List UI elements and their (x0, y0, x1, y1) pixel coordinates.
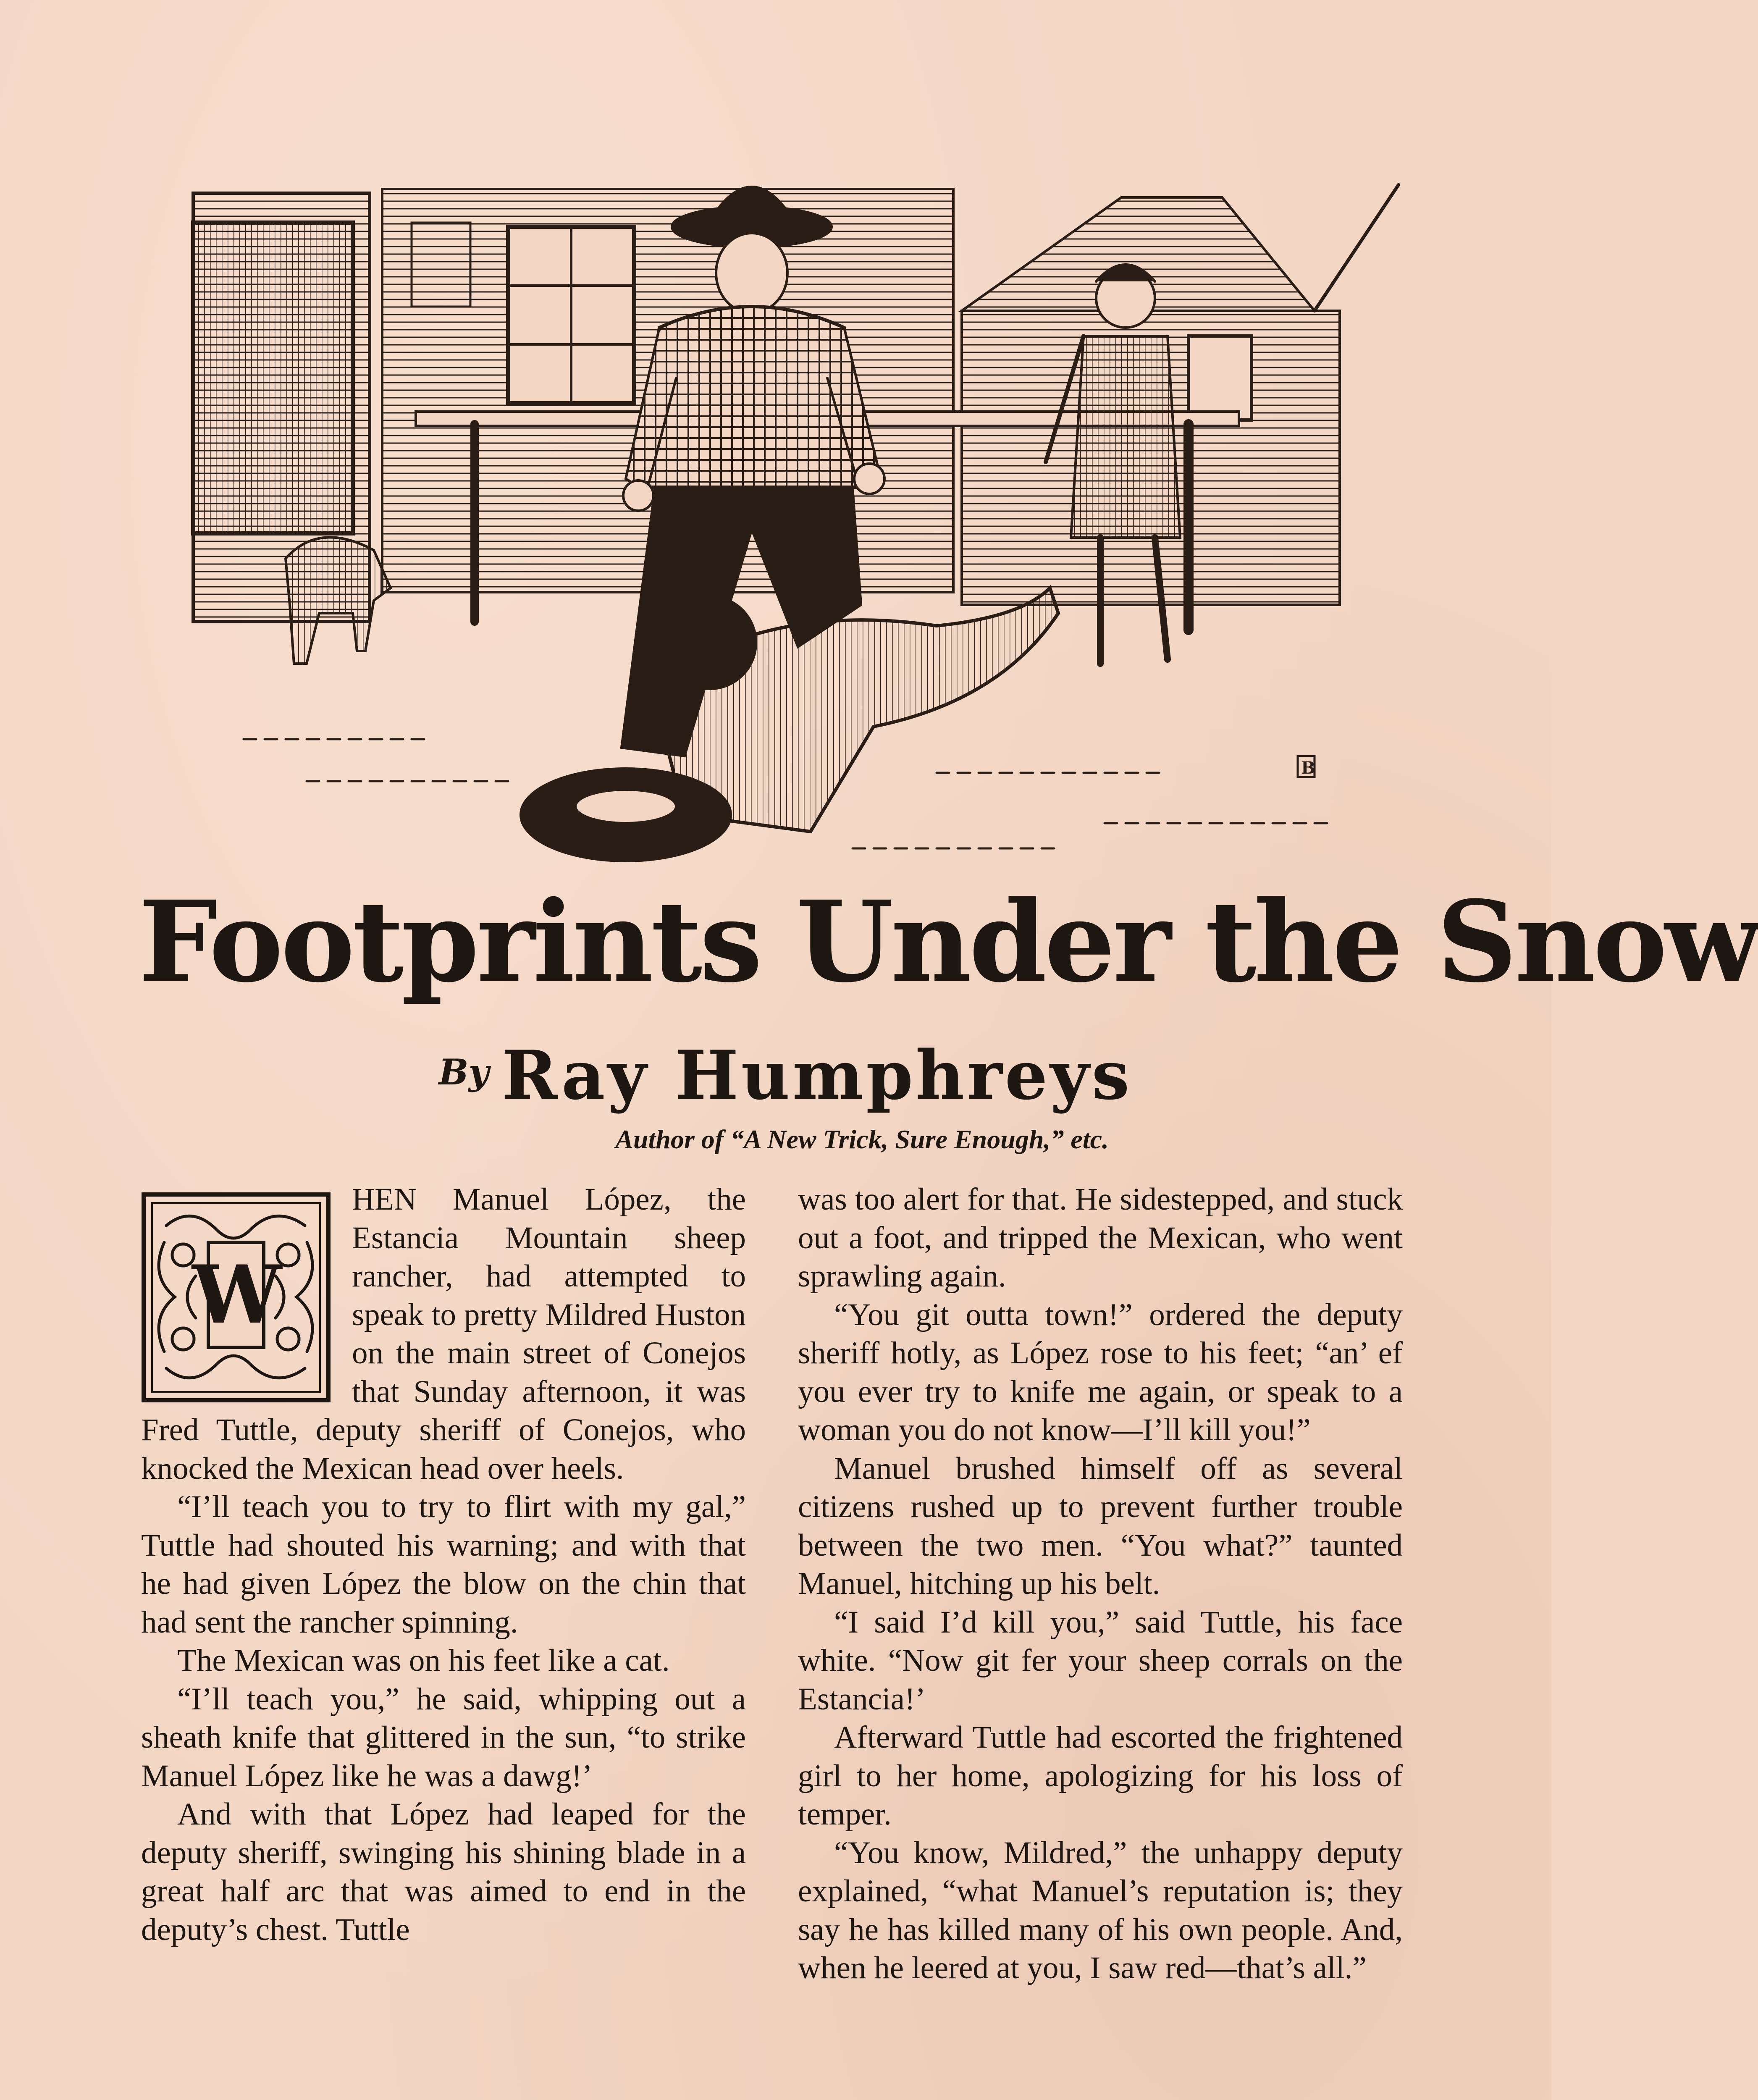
paragraph: “I’ll teach you to try to flirt with my gal,” Tuttle had shouted his warning; and with that he had given López the blow on the chin that had sent the rancher spinning. (141, 1489, 746, 1640)
text-column-left (141, 1180, 746, 1949)
drop-cap (141, 1192, 331, 1403)
paragraph: “I said I’d kill you,” said Tuttle, his face white. “Now git fer your sheep corrals on the Estancia!’ (798, 1604, 1403, 1717)
byline-prefix: By (438, 1051, 489, 1093)
paragraph: “You git outta town!” ordered the deputy sheriff hotly, as López rose to his feet; “an’ ef you ever try to knife me again, or speak to a woman you do not know—I’ll kill you!” (798, 1297, 1403, 1447)
paragraph: was too alert for that. He sidestepped, and stuck out a foot, and tripped the Mexican, who went sprawling again. (798, 1182, 1403, 1294)
paragraph: Afterward Tuttle had escorted the frightened girl to her home, apologizing for his loss of temper. (798, 1720, 1403, 1832)
author-name: Ray Humphreys (501, 1036, 1132, 1115)
paragraph: Manuel brushed himself off as several citizens rushed up to prevent further trouble between the two men. “You what?” taunted Manuel, hitching up his belt. (798, 1451, 1403, 1601)
paragraph: “I’ll teach you,” he said, whipping out a sheath knife that glittered in the sun, “to strike Manuel López like he was a dawg!’ (141, 1681, 746, 1793)
illustration-signature: B (1301, 758, 1315, 778)
paragraph: The Mexican was on his feet like a cat. (177, 1643, 670, 1678)
text-column-right (798, 1180, 1403, 1987)
byline (344, 1036, 1226, 1115)
story-illustration (181, 160, 1420, 878)
paragraph: “You know, Mildred,” the unhappy deputy explained, “what Manuel’s reputation is; they say he has killed many of his own people. And, when he leered at you, I saw red—that’s all.” (798, 1835, 1403, 1985)
paragraph: HEN Manuel López, the Estancia Mountain sheep rancher, had attempted to speak to pretty Mildred Huston on the main street of Conejos that Sunday afternoon, it was Fred Tuttle, deputy sheriff of Conejos, who knocked the Mexican head over heels. (141, 1182, 746, 1486)
drop-cap-letter: W (192, 1248, 282, 1341)
story-title: Footprints Under the Snow (139, 877, 1758, 1007)
author-credit: Author of “A New Trick, Sure Enough,” etc. (615, 1124, 1109, 1154)
paragraph: And with that López had leaped for the deputy sheriff, swinging his shining blade in a great half arc that was aimed to end in the deputy’s chest. Tuttle (141, 1797, 746, 1947)
